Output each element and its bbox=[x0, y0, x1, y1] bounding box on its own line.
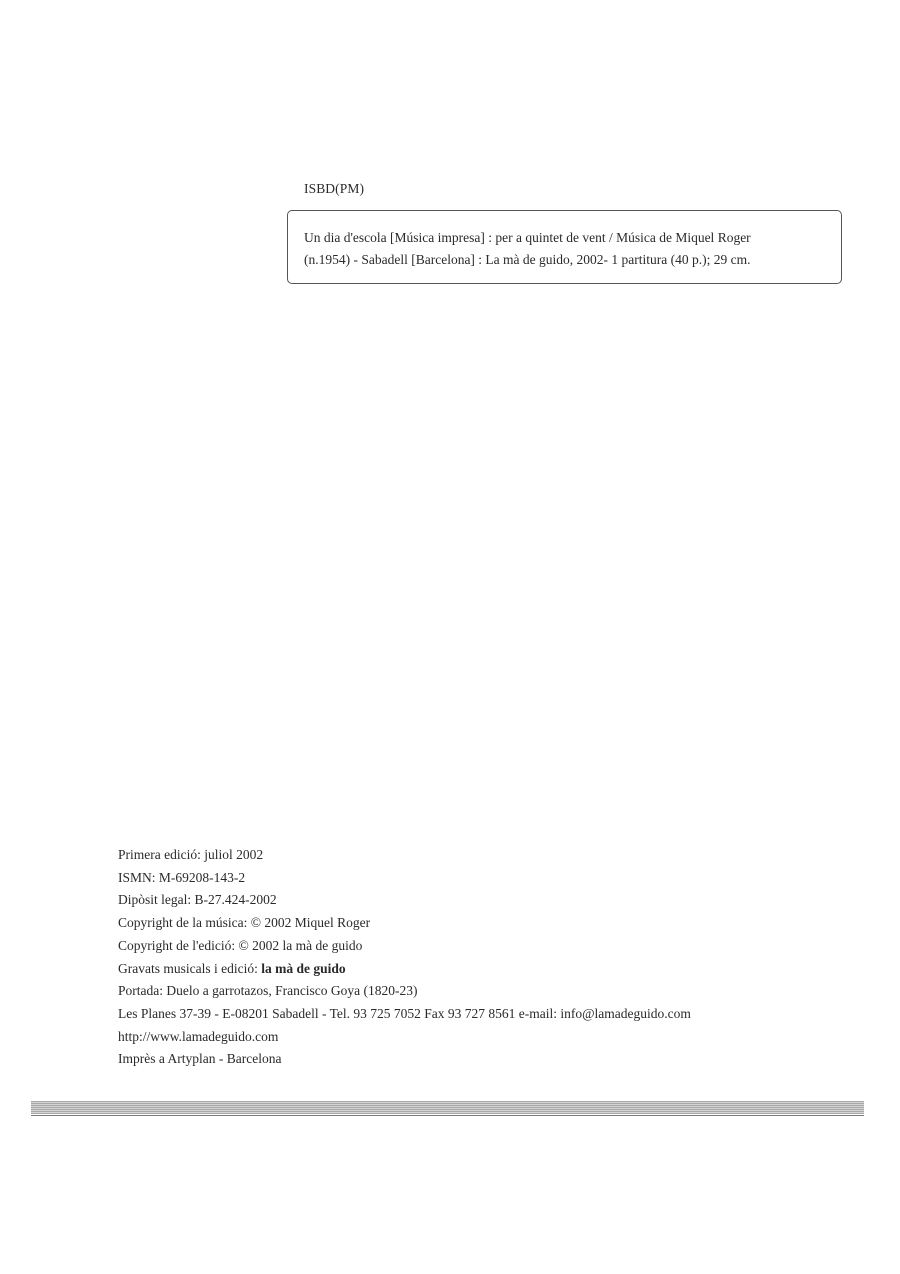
engraving-publisher: la mà de guido bbox=[261, 960, 346, 976]
footer-rule bbox=[31, 1101, 864, 1114]
isbd-record-line-2: (n.1954) - Sabadell [Barcelona] : La mà de guido, 2002- 1 partitura (40 p.); 29 cm. bbox=[304, 252, 751, 267]
cover-credit: Portada: Duelo a garrotazos, Francisco Goya (1820-23) bbox=[118, 983, 418, 999]
printer-credit: Imprès a Artyplan - Barcelona bbox=[118, 1051, 282, 1067]
ismn: ISMN: M-69208-143-2 bbox=[118, 869, 246, 885]
legal-deposit: Dipòsit legal: B-27.424-2002 bbox=[118, 892, 277, 908]
isbd-heading: ISBD(PM) bbox=[304, 181, 365, 196]
engraving-credit-label: Gravats musicals i edició: bbox=[118, 960, 262, 976]
publisher-address: Les Planes 37-39 - E-08201 Sabadell - Tel. 93 725 7052 Fax 93 727 8561 e-mail: info@lamadeguido.com bbox=[118, 1005, 691, 1021]
isbd-record-line-1: Un dia d'escola [Música impresa] : per a quintet de vent / Música de Miquel Roger bbox=[304, 230, 751, 245]
music-copyright: Copyright de la música: © 2002 Miquel Roger bbox=[118, 915, 371, 931]
isbd-record-box bbox=[287, 210, 842, 284]
colophon bbox=[118, 844, 691, 1071]
edition-date: Primera edició: juliol 2002 bbox=[118, 847, 264, 862]
engraving-credit bbox=[118, 958, 691, 981]
edition-copyright: Copyright de l'edició: © 2002 la mà de guido bbox=[118, 937, 363, 953]
publisher-website: http://www.lamadeguido.com bbox=[118, 1028, 279, 1044]
